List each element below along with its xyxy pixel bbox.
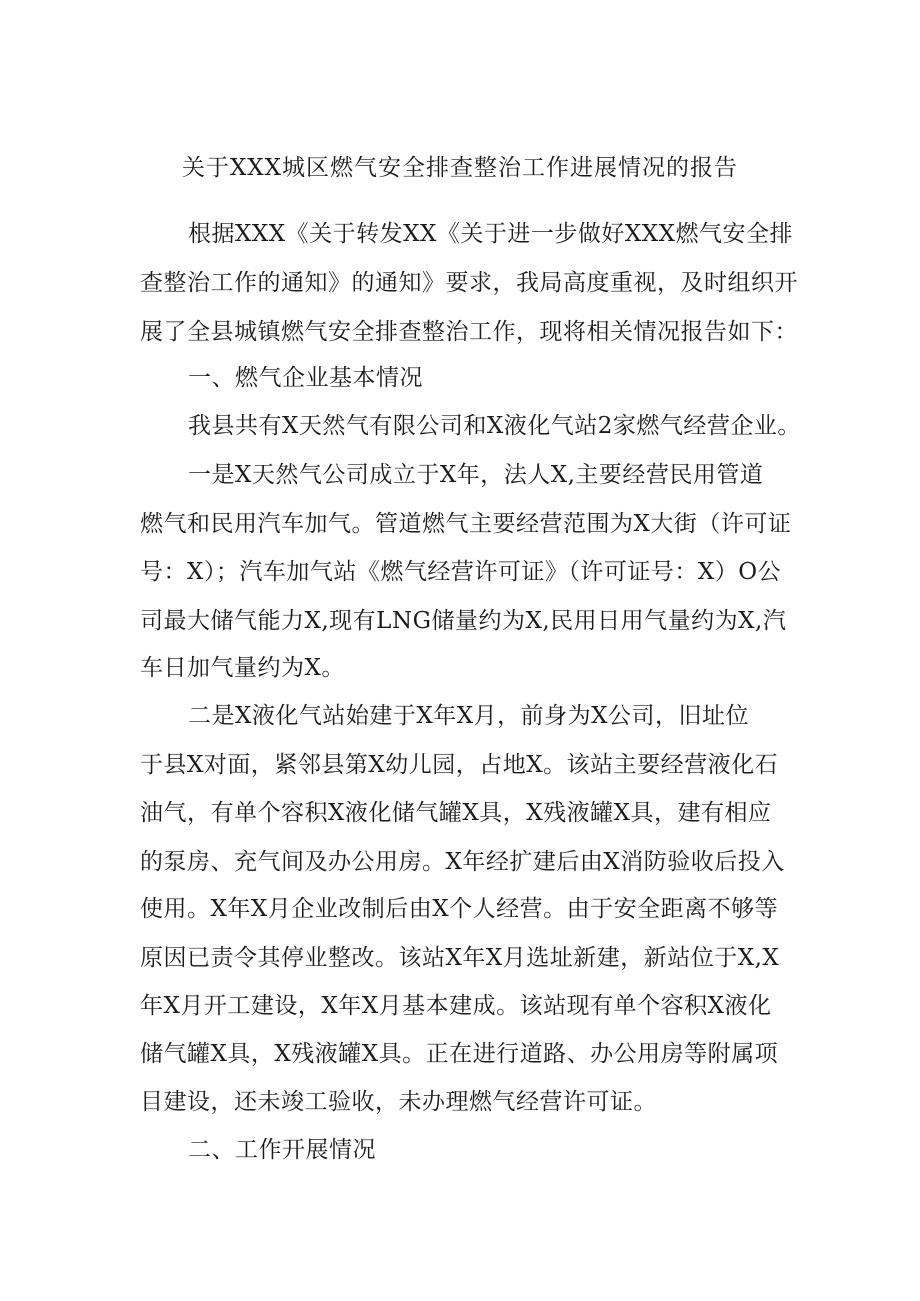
paragraph-line: 展了全县城镇燃气安全排查整治工作，现将相关情况报告如下： xyxy=(140,319,798,345)
paragraph-line: 号：X）；汽车加气站《燃气经营许可证》（许可证号：X）O公 xyxy=(140,559,782,585)
paragraph-line: 储气罐X具，X残液罐X具。正在进行道路、办公用房等附属项 xyxy=(140,1041,779,1067)
section-heading: 一、燃气企业基本情况 xyxy=(188,365,423,391)
paragraph-line: 燃气和民用汽车加气。管道燃气主要经营范围为X大街（许可证 xyxy=(140,511,792,537)
paragraph-line: 查整治工作的通知》的通知》要求，我局高度重视，及时组织开 xyxy=(140,270,798,296)
paragraph-line: 司最大储气能力X,现有LNG储量约为X,民用日用气量约为X,汽 xyxy=(140,608,787,634)
paragraph-line: 目建设，还未竣工验收，未办理燃气经营许可证。 xyxy=(140,1089,657,1115)
document-title: 关于XXX城区燃气安全排查整治工作进展情况的报告 xyxy=(181,155,739,181)
paragraph-line: 年X月开工建设，X年X月基本建成。该站现有单个容积X液化 xyxy=(140,993,772,1019)
section-heading: 二、工作开展情况 xyxy=(188,1137,376,1163)
paragraph-line: 的泵房、充气间及办公用房。X年经扩建后由X消防验收后投入 xyxy=(140,849,785,875)
paragraph-line: 根据XXX《关于转发XX《关于进一步做好XXX燃气安全排 xyxy=(188,221,793,247)
paragraph-line: 二是X液化气站始建于X年X月，前身为X公司，旧址位 xyxy=(188,703,749,729)
paragraph-line: 油气，有单个容积X液化储气罐X具，X残液罐X具，建有相应 xyxy=(140,800,772,826)
paragraph-line: 于县X对面，紧邻县第X幼儿园，占地X。该站主要经营液化石 xyxy=(140,752,779,778)
paragraph-line: 一是X天然气公司成立于X年，法人X,主要经营民用管道 xyxy=(188,462,764,488)
paragraph-line: 我县共有X天然气有限公司和X液化气站2家燃气经营企业。 xyxy=(188,413,801,439)
paragraph-line: 原因已责令其停业整改。该站X年X月选址新建，新站位于X,X xyxy=(140,945,780,971)
paragraph-line: 使用。X年X月企业改制后由X个人经营。由于安全距离不够等 xyxy=(140,896,779,922)
paragraph-line: 车日加气量约为X。 xyxy=(140,655,345,681)
